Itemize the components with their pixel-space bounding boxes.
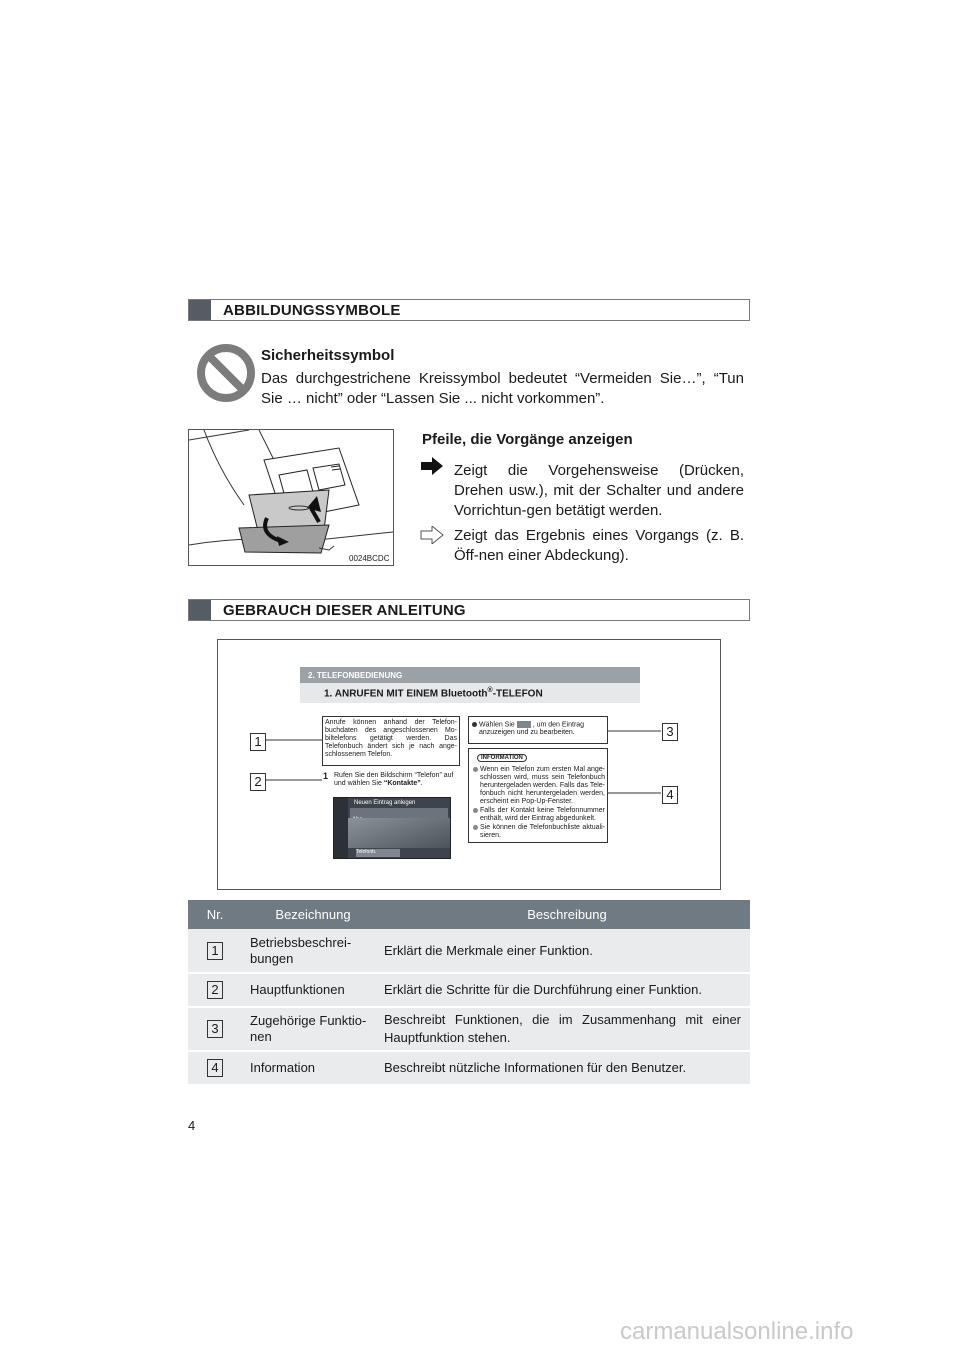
row-number: 1 <box>207 942 223 960</box>
row-desc: Beschreibt nützliche Informationen für den Benutzer. <box>384 1051 750 1085</box>
arrows-heading: Pfeile, die Vorgänge anzeigen <box>422 431 633 448</box>
header-nr: Nr. <box>188 900 242 929</box>
prohibition-icon <box>196 343 256 403</box>
table-row <box>188 1007 750 1051</box>
section-title: ABBILDUNGSSYMBOLE <box>223 302 401 319</box>
section-header-symbols <box>188 299 750 321</box>
row-name: Betriebsbeschrei-bungen <box>242 929 384 973</box>
row-nr-cell <box>188 1007 242 1051</box>
step-number: 1 <box>323 771 329 781</box>
outline-arrow-icon <box>420 526 444 544</box>
step-text-bold: “Kontakte” <box>383 780 421 787</box>
chapter-suffix: -TELEFON <box>492 688 543 700</box>
callout-2: 2 <box>250 773 266 791</box>
callout-3: 3 <box>662 723 678 741</box>
image-code: 0024BCDC <box>349 554 390 563</box>
callout-1: 1 <box>250 733 266 751</box>
info-item-text: Wenn ein Telefon zum ersten Mal ange-schlossen wird, muss sein Telefonbuch heruntergeladen werden. Falls das Tele-fonbuch nicht heruntergeladen werden, erscheint ein Pop-Up-Fenster. <box>480 766 605 805</box>
chapter-title-text: 1. ANRUFEN MIT EINEM Bluetooth <box>324 688 488 700</box>
sample-page-frame <box>217 639 721 890</box>
row-nr-cell <box>188 929 242 973</box>
screen-title: Neuen Eintrag anlegen <box>354 800 416 806</box>
table-row <box>188 973 750 1007</box>
sample-section-label: 2. TELEFONBEDIENUNG <box>308 671 403 680</box>
chapter-sup: ® <box>487 687 493 694</box>
section-tab <box>189 300 211 320</box>
related-text-a: Wählen Sie <box>479 721 515 729</box>
row-name: Hauptfunktionen <box>242 973 384 1007</box>
row-number: 4 <box>207 1059 223 1077</box>
screen-tab: Telefonb. <box>356 849 400 857</box>
overhead-console-drawing <box>189 430 393 565</box>
safety-text: Das durchgestrichene Kreissymbol bedeutet “Vermeiden Sie…”, “Tun Sie … nicht” oder “Lassen Sie ... nicht vorkommen”. <box>261 370 744 407</box>
page-number: 4 <box>188 1118 196 1133</box>
row-desc: Beschreibt Funktionen, die im Zusammenhang mit einer Hauptfunktion stehen. <box>384 1007 750 1051</box>
row-name: Information <box>242 1051 384 1085</box>
step-text-main: Rufen Sie den Bildschirm “Telefon” auf und wählen Sie <box>334 772 454 787</box>
table-header-row <box>188 900 750 929</box>
related-text-b: , um den Eintrag anzuzeigen und zu bearbeiten. <box>479 721 585 737</box>
header-beschreibung: Beschreibung <box>384 900 750 929</box>
header-bezeichnung: Bezeichnung <box>242 900 384 929</box>
section-header-usage <box>188 599 750 621</box>
table-row <box>188 1051 750 1085</box>
section-tab <box>189 600 211 620</box>
callout-lines <box>218 640 720 889</box>
step-text: Rufen Sie den Bildschirm “Telefon” auf und wählen Sie “Kontakte”. <box>334 772 454 787</box>
row-desc: Erklärt die Merkmale einer Funktion. <box>384 929 750 973</box>
row-nr-cell <box>188 1051 242 1085</box>
solid-arrow-icon <box>420 457 444 475</box>
overhead-console-illustration <box>188 429 394 566</box>
solid-arrow-text: Zeigt die Vorgehensweise (Drücken, Drehen usw.), mit der Schalter und andere Vorrichtun-gen betätigt werden. <box>454 462 744 519</box>
sample-intro-box: Anrufe können anhand der Telefon-buchdaten des angeschlossenen Mo-biltelefons getätigt werden. Das Telefonbuch ändert sich je nach ange-schlossenem Telefon. <box>322 716 460 766</box>
row-number: 3 <box>207 1020 223 1038</box>
row-nr-cell <box>188 973 242 1007</box>
row-number: 2 <box>207 981 223 999</box>
info-item-text: Sie können die Telefonbuchliste aktuali-sieren. <box>480 824 605 839</box>
row-name: Zugehörige Funktio-nen <box>242 1007 384 1051</box>
callout-4: 4 <box>662 786 678 804</box>
info-item-text: Falls der Kontakt keine Telefonnummer enthält, wird der Eintrag abgedunkelt. <box>480 807 605 822</box>
watermark: carmanualsonline.info <box>620 1318 854 1345</box>
info-label: INFORMATION <box>477 754 527 762</box>
row-desc: Erklärt die Schritte für die Durchführung einer Funktion. <box>384 973 750 1007</box>
legend-table <box>188 900 750 1086</box>
table-row <box>188 929 750 973</box>
outline-arrow-text: Zeigt das Ergebnis eines Vorgangs (z. B. Öff-nen einer Abdeckung). <box>454 527 744 564</box>
section-title: GEBRAUCH DIESER ANLEITUNG <box>223 602 466 619</box>
safety-heading: Sicherheitssymbol <box>261 347 395 364</box>
